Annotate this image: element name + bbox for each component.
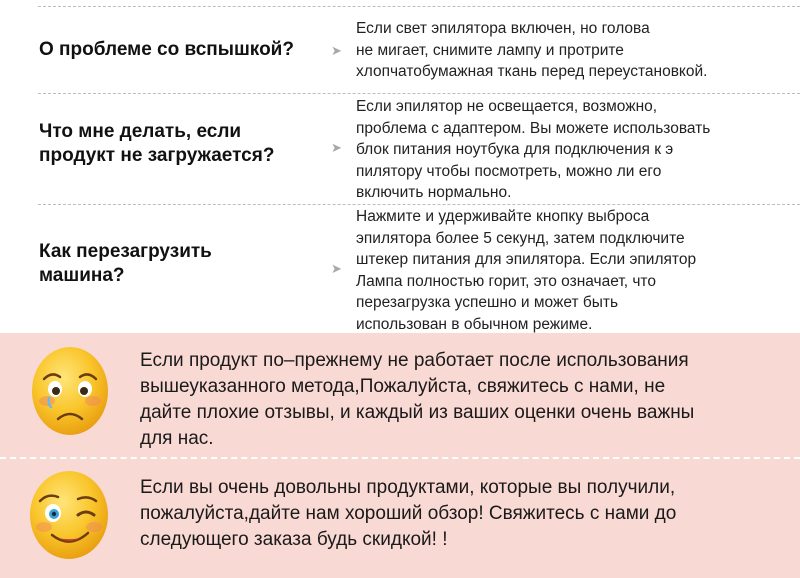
faq-answer-2-line-2: проблема с адаптером. Вы можете использовать xyxy=(356,119,711,137)
note-happy xyxy=(140,475,676,553)
faq-answer-2 xyxy=(356,96,710,204)
faq-divider-2 xyxy=(38,204,800,205)
faq-answer-3-line-6: использован в обычном режиме. xyxy=(356,315,593,333)
faq-answer-1-line-1: Если свет эпилятора включен, но голова xyxy=(356,20,650,37)
arrow-icon: ➤ xyxy=(331,43,342,58)
faq-question-3-line-2: машина? xyxy=(39,265,125,286)
faq-answer-1-line-3: хлопчатобумажная ткань перед переустановкой. xyxy=(356,63,708,81)
faq-question-2 xyxy=(39,120,274,168)
faq-answer-3-line-4: Лампа полностью горит, это означает, что xyxy=(356,272,656,290)
note-sad-line-1: Если продукт по–прежнему не работает после использования xyxy=(140,350,689,371)
faq-answer-1 xyxy=(356,18,707,83)
note-happy-line-1: Если вы очень довольны продуктами, которые вы получили, xyxy=(140,477,676,498)
winking-face-icon xyxy=(28,469,110,561)
sad-face-icon xyxy=(30,345,110,437)
faq-answer-3-line-5: перезагрузка успешно и может быть xyxy=(356,294,619,312)
faq-question-3 xyxy=(39,240,212,288)
notes-divider xyxy=(0,457,800,459)
faq-answer-2-line-4: пилятору чтобы посмотреть, можно ли его xyxy=(356,162,662,180)
note-sad xyxy=(140,348,694,452)
arrow-icon: ➤ xyxy=(331,261,342,276)
note-sad-line-4: для нас. xyxy=(140,428,214,449)
faq-answer-3-line-3: штекер питания для эпилятора. Если эпилятор xyxy=(356,251,697,269)
note-happy-line-2: пожалуйста,дайте нам хороший обзор! Свяжитесь с нами до xyxy=(140,503,677,524)
note-sad-line-2: вышеуказанного метода,Пожалуйста, свяжитесь с нами, не xyxy=(140,376,666,397)
faq-answer-2-line-1: Если эпилятор не освещается, возможно, xyxy=(356,98,658,115)
faq-answer-3 xyxy=(356,206,696,336)
faq-answer-3-line-2: эпилятора более 5 секунд, затем подключите xyxy=(356,229,685,247)
faq-divider-1 xyxy=(38,93,800,94)
faq-answer-2-line-5: включить нормально. xyxy=(356,184,512,202)
faq-answer-2-line-3: блок питания ноутбука для подключения к э xyxy=(356,141,674,159)
faq-answer-1-line-2: не мигает, снимите лампу и протрите xyxy=(356,41,624,59)
faq-question-3-line-1: Как перезагрузить xyxy=(39,241,212,262)
note-happy-line-3: следующего заказа будь скидкой! ! xyxy=(140,529,448,550)
faq-answer-3-line-1: Нажмите и удерживайте кнопку выброса xyxy=(356,208,650,225)
faq-question-1 xyxy=(39,38,294,62)
faq-question-2-line-1: Что мне делать, если xyxy=(39,121,242,142)
faq-question-2-line-2: продукт не загружается? xyxy=(39,145,275,166)
faq-divider-top xyxy=(38,6,800,7)
faq-question-1-line-1: О проблеме со вспышкой? xyxy=(39,39,294,60)
arrow-icon: ➤ xyxy=(331,140,342,155)
note-sad-line-3: дайте плохие отзывы, и каждый из ваших оценки очень важны xyxy=(140,402,695,423)
